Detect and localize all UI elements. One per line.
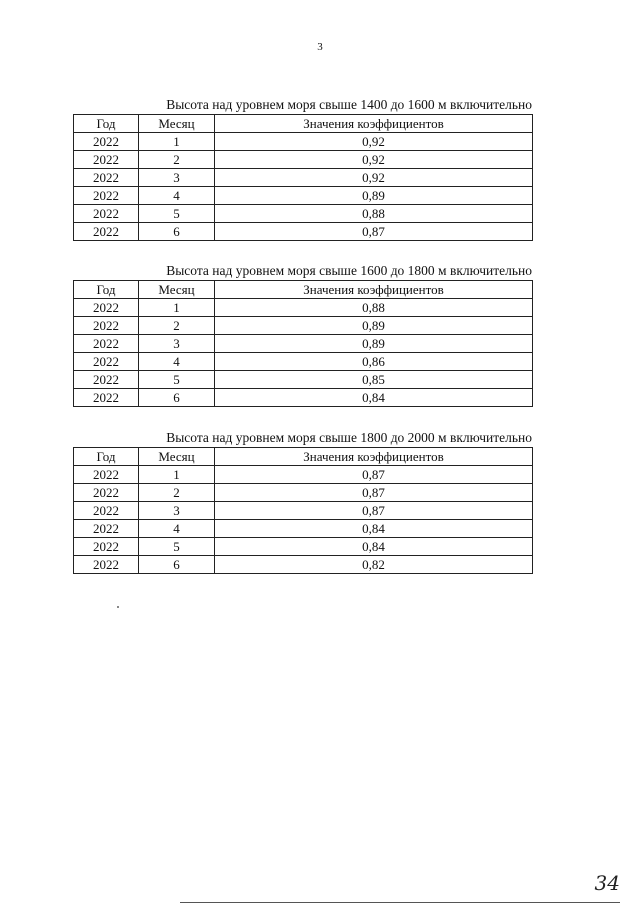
table-row: [74, 371, 533, 389]
table-row: [74, 353, 533, 371]
cell-value: 0,88: [215, 205, 533, 223]
header-year: Год: [74, 448, 139, 466]
cell-value: 0,84: [215, 520, 533, 538]
header-value: Значения коэффициентов: [215, 115, 533, 133]
scan-edge-line: [180, 902, 620, 903]
cell-value: 0,92: [215, 151, 533, 169]
cell-month: 1: [139, 133, 215, 151]
cell-value: 0,92: [215, 133, 533, 151]
header-month: Месяц: [139, 281, 215, 299]
cell-year: 2022: [74, 299, 139, 317]
header-value: Значения коэффициентов: [215, 448, 533, 466]
cell-month: 2: [139, 317, 215, 335]
table-row: [74, 538, 533, 556]
table-row: [74, 556, 533, 574]
cell-year: 2022: [74, 466, 139, 484]
cell-value: 0,86: [215, 353, 533, 371]
table-row: [74, 389, 533, 407]
table-row: [74, 502, 533, 520]
table-row: [74, 335, 533, 353]
header-year: Год: [74, 115, 139, 133]
table-header-row: [74, 448, 533, 466]
cell-month: 4: [139, 353, 215, 371]
cell-value: 0,87: [215, 502, 533, 520]
cell-year: 2022: [74, 502, 139, 520]
cell-year: 2022: [74, 335, 139, 353]
table-row: [74, 299, 533, 317]
cell-value: 0,84: [215, 538, 533, 556]
cell-value: 0,84: [215, 389, 533, 407]
section-title: Высота над уровнем моря свыше 1400 до 1600 м включительно: [166, 97, 532, 112]
coefficient-table: [73, 114, 533, 241]
cell-value: 0,89: [215, 317, 533, 335]
coefficient-section-1400-1600: [73, 96, 532, 241]
coefficient-table: [73, 280, 533, 407]
section-title: Высота над уровнем моря свыше 1600 до 1800 м включительно: [166, 263, 532, 278]
cell-year: 2022: [74, 484, 139, 502]
cell-month: 3: [139, 169, 215, 187]
table-header-row: [74, 115, 533, 133]
cell-month: 5: [139, 538, 215, 556]
table-row: [74, 169, 533, 187]
table-row: [74, 187, 533, 205]
table-row: [74, 317, 533, 335]
cell-year: 2022: [74, 169, 139, 187]
cell-month: 6: [139, 389, 215, 407]
cell-year: 2022: [74, 317, 139, 335]
cell-year: 2022: [74, 223, 139, 241]
cell-year: 2022: [74, 520, 139, 538]
table-row: [74, 151, 533, 169]
table-header-row: [74, 281, 533, 299]
cell-month: 6: [139, 223, 215, 241]
cell-value: 0,87: [215, 223, 533, 241]
table-row: [74, 484, 533, 502]
header-year: Год: [74, 281, 139, 299]
table-row: [74, 205, 533, 223]
cell-value: 0,88: [215, 299, 533, 317]
table-row: [74, 520, 533, 538]
cell-month: 1: [139, 299, 215, 317]
table-row: [74, 223, 533, 241]
cell-month: 1: [139, 466, 215, 484]
page-number: 3: [317, 41, 323, 53]
cell-value: 0,89: [215, 335, 533, 353]
cell-value: 0,87: [215, 466, 533, 484]
header-value: Значения коэффициентов: [215, 281, 533, 299]
header-month: Месяц: [139, 448, 215, 466]
coefficient-table: [73, 447, 533, 574]
cell-year: 2022: [74, 371, 139, 389]
cell-year: 2022: [74, 353, 139, 371]
table-row: [74, 466, 533, 484]
cell-year: 2022: [74, 133, 139, 151]
cell-year: 2022: [74, 556, 139, 574]
handwritten-page-mark: 34: [594, 871, 620, 895]
cell-value: 0,85: [215, 371, 533, 389]
table-row: [74, 133, 533, 151]
cell-year: 2022: [74, 389, 139, 407]
cell-year: 2022: [74, 538, 139, 556]
coefficient-section-1800-2000: [73, 429, 532, 574]
cell-value: 0,92: [215, 169, 533, 187]
header-month: Месяц: [139, 115, 215, 133]
cell-month: 5: [139, 205, 215, 223]
cell-value: 0,82: [215, 556, 533, 574]
cell-month: 5: [139, 371, 215, 389]
cell-month: 2: [139, 484, 215, 502]
cell-month: 6: [139, 556, 215, 574]
cell-month: 4: [139, 520, 215, 538]
cell-year: 2022: [74, 187, 139, 205]
cell-month: 3: [139, 502, 215, 520]
cell-month: 3: [139, 335, 215, 353]
section-title: Высота над уровнем моря свыше 1800 до 2000 м включительно: [166, 430, 532, 445]
cell-value: 0,89: [215, 187, 533, 205]
cell-year: 2022: [74, 205, 139, 223]
cell-month: 2: [139, 151, 215, 169]
cell-year: 2022: [74, 151, 139, 169]
coefficient-section-1600-1800: [73, 262, 532, 407]
scan-speck: [117, 606, 119, 608]
cell-month: 4: [139, 187, 215, 205]
cell-value: 0,87: [215, 484, 533, 502]
